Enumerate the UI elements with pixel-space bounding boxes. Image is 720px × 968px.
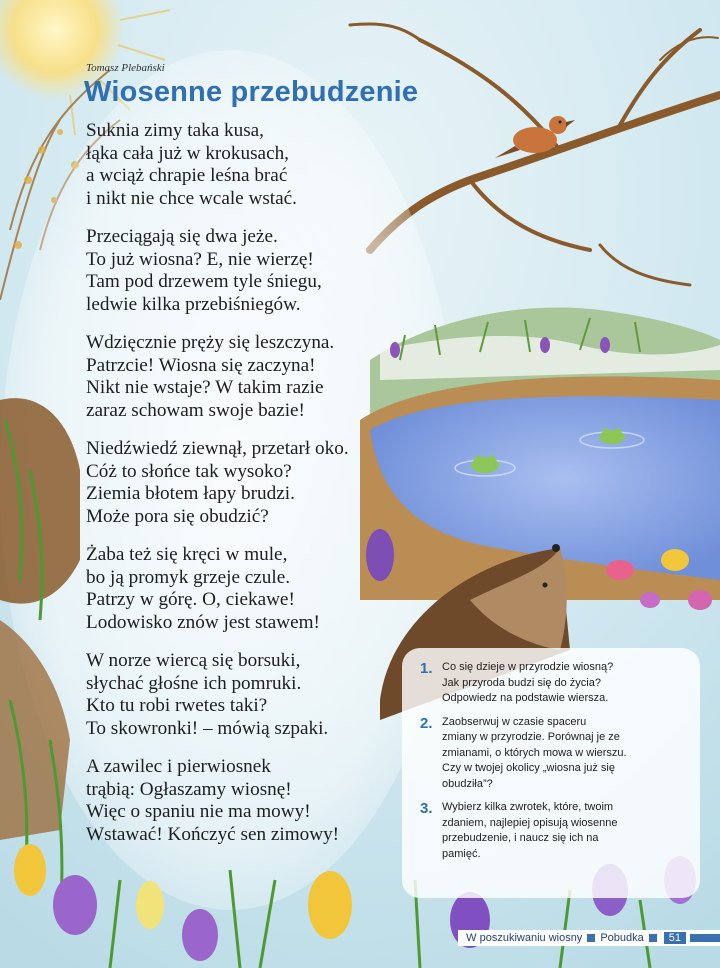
- task-line: Jak przyroda budzi się do życia?: [442, 676, 601, 689]
- poem-line: trąbią: Ogłaszamy wiosnę!: [86, 778, 292, 800]
- poem-line: Przeciągają się dwa jeże.: [86, 226, 278, 247]
- poem-line: Lodowisko znów jest stawem!: [86, 611, 320, 633]
- poem-text: [86, 120, 386, 862]
- stanza: [86, 438, 386, 528]
- task-line: pamięć.: [442, 847, 481, 860]
- poem-line: Nikt nie wstaje? W takim razie: [86, 377, 324, 398]
- poem-line: Więc o spaniu nie ma mowy!: [86, 801, 311, 822]
- poem-line: To już wiosna? E, nie wierzę!: [86, 248, 314, 270]
- stanza: [86, 544, 386, 634]
- stanza: [86, 120, 386, 210]
- task-line: zmianami, o których mowa w wierszu.: [442, 746, 627, 759]
- poem-line: Ziemia błotem łapy brudzi.: [86, 483, 295, 504]
- stanza: [86, 226, 386, 316]
- poem-line: Wstawać! Kończyć sen zimowy!: [86, 823, 340, 845]
- poem-line: Suknia zimy taka kusa,: [86, 120, 264, 141]
- poem-line: Tam pod drzewem tyle śniegu,: [86, 271, 322, 292]
- stanza: [86, 756, 386, 846]
- poem-line: a wciąż chrapie leśna brać: [86, 165, 288, 186]
- poem-line: Cóż to słońce tak wysoko?: [86, 460, 292, 482]
- poem-line: Kto tu robi rwetes taki?: [86, 695, 268, 716]
- poem-line: bo ją promyk grzeje czule.: [86, 566, 291, 588]
- poem-line: i nikt nie chce wcale wstać.: [86, 187, 297, 209]
- task-number: 2.: [420, 714, 433, 732]
- poem-line: Wdzięcznie pręży się leszczyna.: [86, 332, 335, 353]
- page-number: 51: [664, 932, 686, 944]
- task-text: [442, 660, 688, 707]
- poem-line: słychać głośne ich pomruki.: [86, 672, 302, 694]
- author-name: Tomasz Plebański: [86, 62, 165, 74]
- task-text: [442, 800, 688, 862]
- tasks-list: [420, 660, 688, 870]
- task-line: Czy w twojej okolicy „wiosna już się: [442, 762, 615, 774]
- footer-section: W poszukiwaniu wiosny: [466, 932, 583, 944]
- poem-line: W norze wiercą się borsuki,: [86, 650, 301, 671]
- task-line: Wybierz kilka zwrotek, które, twoim: [442, 801, 614, 813]
- poem-line: A zawilec i pierwiosnek: [86, 756, 271, 777]
- poem-line: ledwie kilka przebiśniegów.: [86, 293, 301, 315]
- page-footer: [458, 930, 720, 946]
- task-line: przebudzenie, i naucz się ich na: [442, 832, 599, 844]
- frog-icon: [471, 455, 499, 473]
- task-text: [442, 715, 688, 793]
- footer-subsection: Pobudka: [600, 932, 644, 944]
- poem-line: Patrzcie! Wiosna się zaczyna!: [86, 354, 316, 376]
- task-line: obudziła”?: [442, 777, 493, 790]
- poem-title: Wiosenne przebudzenie: [84, 76, 419, 108]
- poem-line: Niedźwiedź ziewnął, przetarł oko.: [86, 438, 349, 459]
- task-item: [420, 715, 688, 793]
- poem-line: Patrzy w górę. O, ciekawe!: [86, 589, 295, 610]
- square-icon: [587, 934, 595, 942]
- stanza: [86, 650, 386, 740]
- task-line: Co się dzieje w przyrodzie wiosną?: [442, 661, 614, 673]
- task-line: Zaobserwuj w czasie spaceru: [442, 715, 587, 728]
- task-line: Odpowiedz na podstawie wiersza.: [442, 692, 609, 704]
- task-number: 1.: [420, 660, 433, 677]
- task-line: zdaniem, najlepiej opisują wiosenne: [442, 816, 618, 829]
- poem-line: Żaba też się kręci w mule,: [86, 544, 288, 565]
- square-icon: [649, 934, 657, 942]
- footer-bar: [690, 934, 720, 942]
- poem-line: zaraz schowam swoje bazie!: [86, 399, 305, 421]
- task-line: zmiany w przyrodzie. Porównaj je ze: [442, 731, 620, 743]
- task-number: 3.: [420, 800, 433, 817]
- task-item: [420, 660, 688, 707]
- poem-line: łąka cała już w krokusach,: [86, 142, 289, 164]
- stanza: [86, 332, 386, 422]
- task-item: [420, 800, 688, 862]
- poem-line: Może pora się obudzić?: [86, 505, 269, 527]
- poem-line: To skowronki! – mówią szpaki.: [86, 717, 329, 739]
